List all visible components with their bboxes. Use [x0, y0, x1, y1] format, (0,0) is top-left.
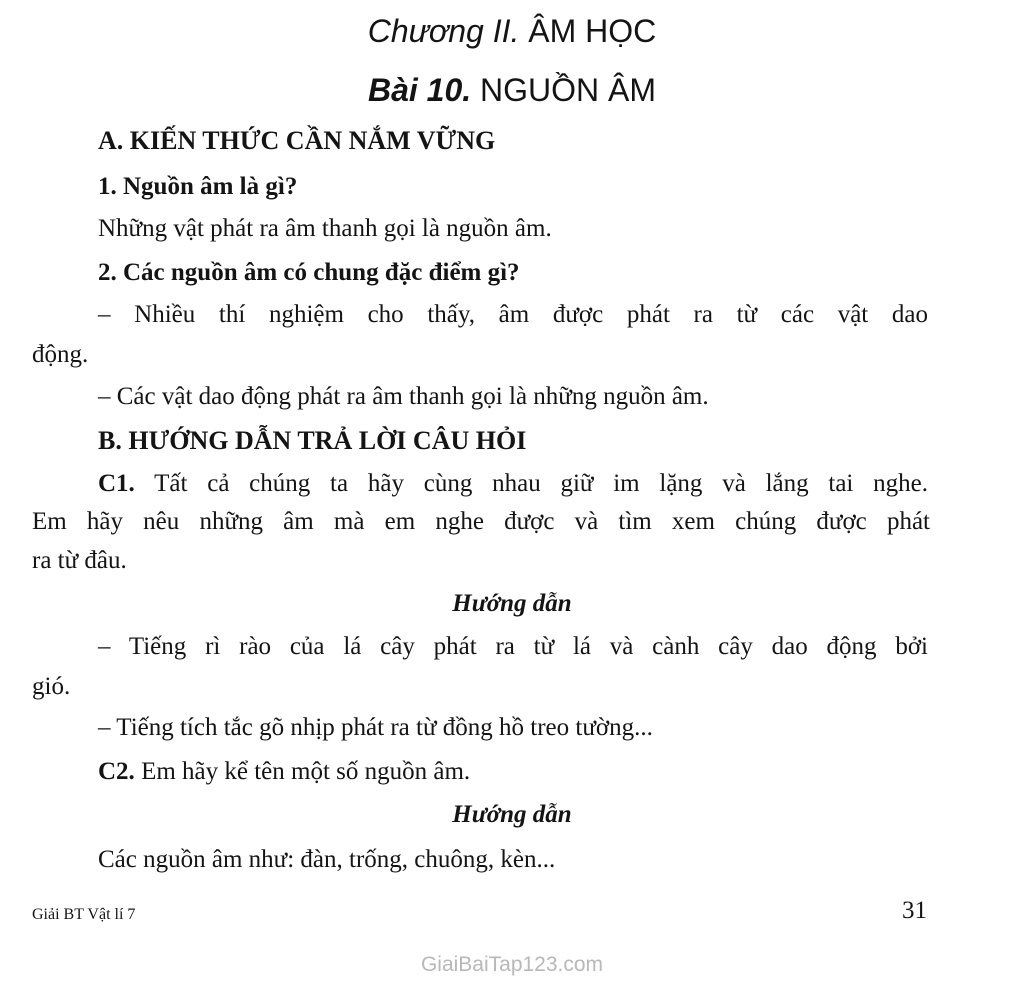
c2-guide-heading: Hướng dẫn: [452, 801, 572, 828]
watermark: GiaiBaiTap123.com: [420, 953, 604, 976]
c1-line1: [98, 469, 928, 499]
q1-answer: Những vật phát ra âm thanh gọi là nguồn âm.: [98, 215, 552, 242]
c1-guide2: – Tiếng tích tắc gõ nhịp phát ra từ đồng hồ treo tường...: [98, 714, 653, 741]
lesson-name: NGUỒN ÂM: [480, 72, 657, 108]
c1-line2: Em hãy nêu những âm mà em nghe được và tìm xem chúng được phát: [32, 508, 930, 535]
q1-heading: 1. Nguồn âm là gì?: [98, 173, 298, 200]
q2-para1-line2: động.: [32, 341, 89, 368]
q2-heading: 2. Các nguồn âm có chung đặc điểm gì?: [98, 259, 520, 286]
c1-text: Tất cả chúng ta hãy cùng nhau giữ im lặng và lắng tai nghe.: [154, 470, 928, 497]
q2-para1-line1: – Nhiều thí nghiệm cho thấy, âm được phát ra từ các vật dao: [98, 301, 928, 328]
c2-question: Em hãy kể tên một số nguồn âm.: [141, 758, 471, 785]
c2-answer: Các nguồn âm như: đàn, trống, chuông, kèn...: [98, 846, 556, 873]
chapter-title: [0, 12, 1024, 50]
section-b-heading: B. HƯỚNG DẪN TRẢ LỜI CÂU HỎI: [98, 426, 527, 455]
q2-para2: – Các vật dao động phát ra âm thanh gọi là những nguồn âm.: [98, 383, 709, 410]
chapter-label: Chương II.: [367, 13, 520, 49]
c2-label: C2.: [98, 758, 135, 785]
c1-guide1-line2: gió.: [32, 673, 71, 700]
chapter-name: ÂM HỌC: [528, 13, 657, 49]
c2-question-line: [98, 757, 470, 787]
page-number: 31: [902, 897, 927, 924]
lesson-title: [0, 71, 1024, 109]
c1-guide-heading: Hướng dẫn: [452, 590, 572, 617]
c1-line3: ra từ đâu.: [32, 547, 127, 574]
c1-guide1-line1: – Tiếng rì rào của lá cây phát ra từ lá và cành cây dao động bởi: [98, 633, 928, 660]
footer-book-title: Giải BT Vật lí 7: [32, 906, 136, 923]
section-a-heading: A. KIẾN THỨC CẦN NẮM VỮNG: [98, 126, 496, 155]
lesson-label: Bài 10.: [367, 72, 472, 108]
c1-label: C1.: [98, 470, 135, 497]
